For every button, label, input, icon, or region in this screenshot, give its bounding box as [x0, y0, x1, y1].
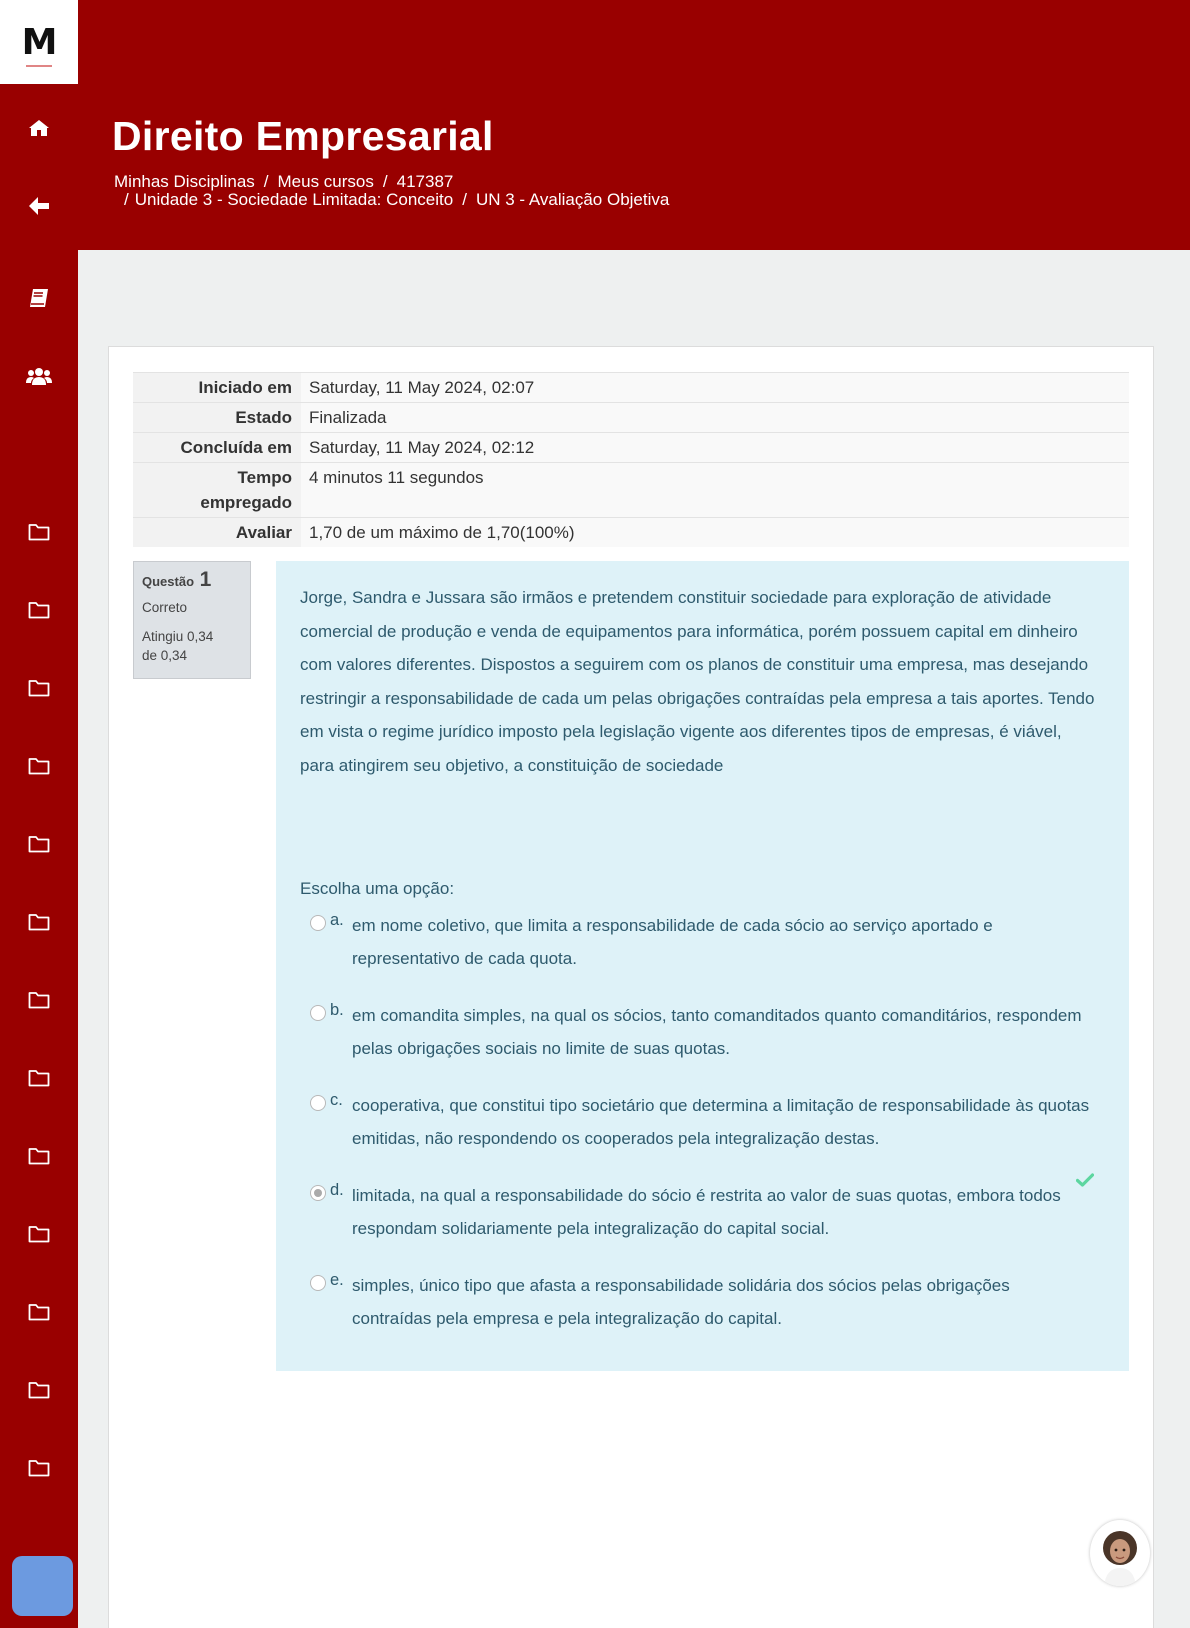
- folder-icon[interactable]: [0, 1136, 78, 1176]
- summary-label-line2: empregado: [200, 493, 292, 512]
- folder-icon[interactable]: [0, 1370, 78, 1410]
- answer-option-d[interactable]: [310, 1179, 1100, 1245]
- answer-prompt: Escolha uma opção:: [300, 879, 455, 898]
- breadcrumb-separator: /: [124, 190, 129, 209]
- summary-value: Saturday, 11 May 2024, 02:12: [301, 433, 1129, 463]
- book-icon[interactable]: [0, 278, 78, 318]
- question-info: [133, 561, 251, 679]
- radio-button[interactable]: [310, 1095, 326, 1111]
- summary-value: Saturday, 11 May 2024, 02:07: [301, 373, 1129, 403]
- answer-text: cooperativa, que constitui tipo societário que determina a limitação de responsabilidade às quotas emitidas, não respondendo os cooperados pela integralização destas.: [352, 1096, 1090, 1148]
- arrow-left-icon[interactable]: [0, 186, 78, 226]
- summary-label: [133, 463, 301, 518]
- answer-option-e[interactable]: [310, 1269, 1100, 1335]
- summary-value: 4 minutos 11 segundos: [301, 463, 1129, 518]
- folder-icon[interactable]: [0, 1292, 78, 1332]
- summary-label: Avaliar: [133, 518, 301, 548]
- question-grade-line2: de 0,34: [142, 648, 188, 663]
- check-icon: [1076, 1173, 1094, 1192]
- summary-row-started: [133, 373, 1129, 403]
- summary-label-line1: Tempo: [237, 468, 292, 487]
- answer-text: em nome coletivo, que limita a responsabilidade de cada sócio ao serviço aportado e representativo de cada quota.: [352, 916, 993, 968]
- radio-button[interactable]: [310, 1005, 326, 1021]
- breadcrumb-unidade[interactable]: Unidade 3 - Sociedade Limitada: Conceito: [134, 190, 454, 209]
- assistant-avatar[interactable]: [1090, 1520, 1150, 1586]
- summary-label: Concluída em: [133, 433, 301, 463]
- question-grade: [142, 627, 242, 665]
- summary-row-completed: [133, 433, 1129, 463]
- question-label: Questão: [142, 574, 195, 589]
- summary-row-time: [133, 463, 1129, 518]
- summary-value: Finalizada: [301, 403, 1129, 433]
- page-title: Direito Empresarial: [112, 113, 494, 159]
- folder-icon[interactable]: [0, 1058, 78, 1098]
- quiz-review-card: [108, 346, 1154, 1628]
- answer-option-a[interactable]: [310, 909, 1100, 975]
- logo-text: M: [21, 21, 57, 63]
- breadcrumb-separator: /: [462, 190, 467, 209]
- answer-letter: b.: [330, 1001, 344, 1019]
- answer-option-b[interactable]: [310, 999, 1100, 1065]
- answer-letter: d.: [330, 1181, 344, 1199]
- summary-row-grade: [133, 518, 1129, 548]
- folder-icon[interactable]: [0, 1214, 78, 1254]
- question-number-value: 1: [199, 568, 212, 591]
- logo[interactable]: [0, 0, 78, 84]
- answer-text: em comandita simples, na qual os sócios, tanto comanditados quanto comanditários, respondem pelas obrigações sociais no limite de suas quotas.: [352, 1006, 1082, 1058]
- breadcrumb-meus-cursos[interactable]: Meus cursos: [277, 172, 374, 191]
- answer-option-c[interactable]: [310, 1089, 1100, 1155]
- question-grade-line1: Atingiu 0,34: [142, 629, 214, 644]
- radio-button[interactable]: [310, 1275, 326, 1291]
- summary-label: Estado: [133, 403, 301, 433]
- answer-letter: a.: [330, 911, 344, 929]
- sidebar: [0, 0, 78, 1628]
- summary-label: Iniciado em: [133, 373, 301, 403]
- folder-icon[interactable]: [0, 746, 78, 786]
- attempt-summary-table: [133, 372, 1129, 547]
- folder-icon[interactable]: [0, 512, 78, 552]
- breadcrumb: [114, 173, 669, 209]
- radio-button-selected[interactable]: [310, 1185, 326, 1201]
- folder-icon[interactable]: [0, 668, 78, 708]
- summary-value: 1,70 de um máximo de 1,70(100%): [301, 518, 1129, 548]
- breadcrumb-separator: /: [263, 172, 269, 191]
- breadcrumb-avaliacao[interactable]: UN 3 - Avaliação Objetiva: [475, 190, 670, 209]
- folder-icon[interactable]: [0, 824, 78, 864]
- folder-icon[interactable]: [0, 590, 78, 630]
- question-state: Correto: [142, 600, 188, 615]
- answer-text: simples, único tipo que afasta a responsabilidade solidária dos sócios pelas obrigações contraídas pela empresa e pela integralização do capital.: [352, 1276, 1010, 1328]
- page-header: [78, 0, 1190, 250]
- question-number: [142, 568, 242, 592]
- folder-icon[interactable]: [0, 980, 78, 1020]
- folder-icon[interactable]: [0, 902, 78, 942]
- answer-letter: e.: [330, 1271, 344, 1289]
- home-icon[interactable]: [0, 108, 78, 148]
- breadcrumb-separator: /: [382, 172, 388, 191]
- question-content: [276, 561, 1129, 1371]
- users-icon[interactable]: [0, 356, 78, 396]
- folder-icon[interactable]: [0, 1448, 78, 1488]
- answer-text: limitada, na qual a responsabilidade do sócio é restrita ao valor de suas quotas, embora todos respondam solidariamente pela integralização do capital social.: [352, 1186, 1061, 1238]
- radio-button[interactable]: [310, 915, 326, 931]
- question-text: Jorge, Sandra e Jussara são irmãos e pretendem constituir sociedade para exploração de atividade comercial de produção e venda de equipamentos para informática, porém possuem capital em dinheiro com valores diferentes. Dispostos a seguirem com os planos de constituir uma empresa, mas desejando restringir a responsabilidade de cada um pelas obrigações contraídas pela empresa a tais aportes. Tendo em vista o regime jurídico imposto pela legislação vigente aos diferentes tipos de empresas, é viável, para atingirem seu objetivo, a constituição de sociedade: [300, 588, 1095, 775]
- breadcrumb-course-id[interactable]: 417387: [396, 172, 454, 191]
- chat-button[interactable]: [12, 1556, 73, 1616]
- answer-letter: c.: [330, 1091, 343, 1109]
- summary-row-state: [133, 403, 1129, 433]
- breadcrumb-minhas-disciplinas[interactable]: Minhas Disciplinas: [114, 172, 255, 191]
